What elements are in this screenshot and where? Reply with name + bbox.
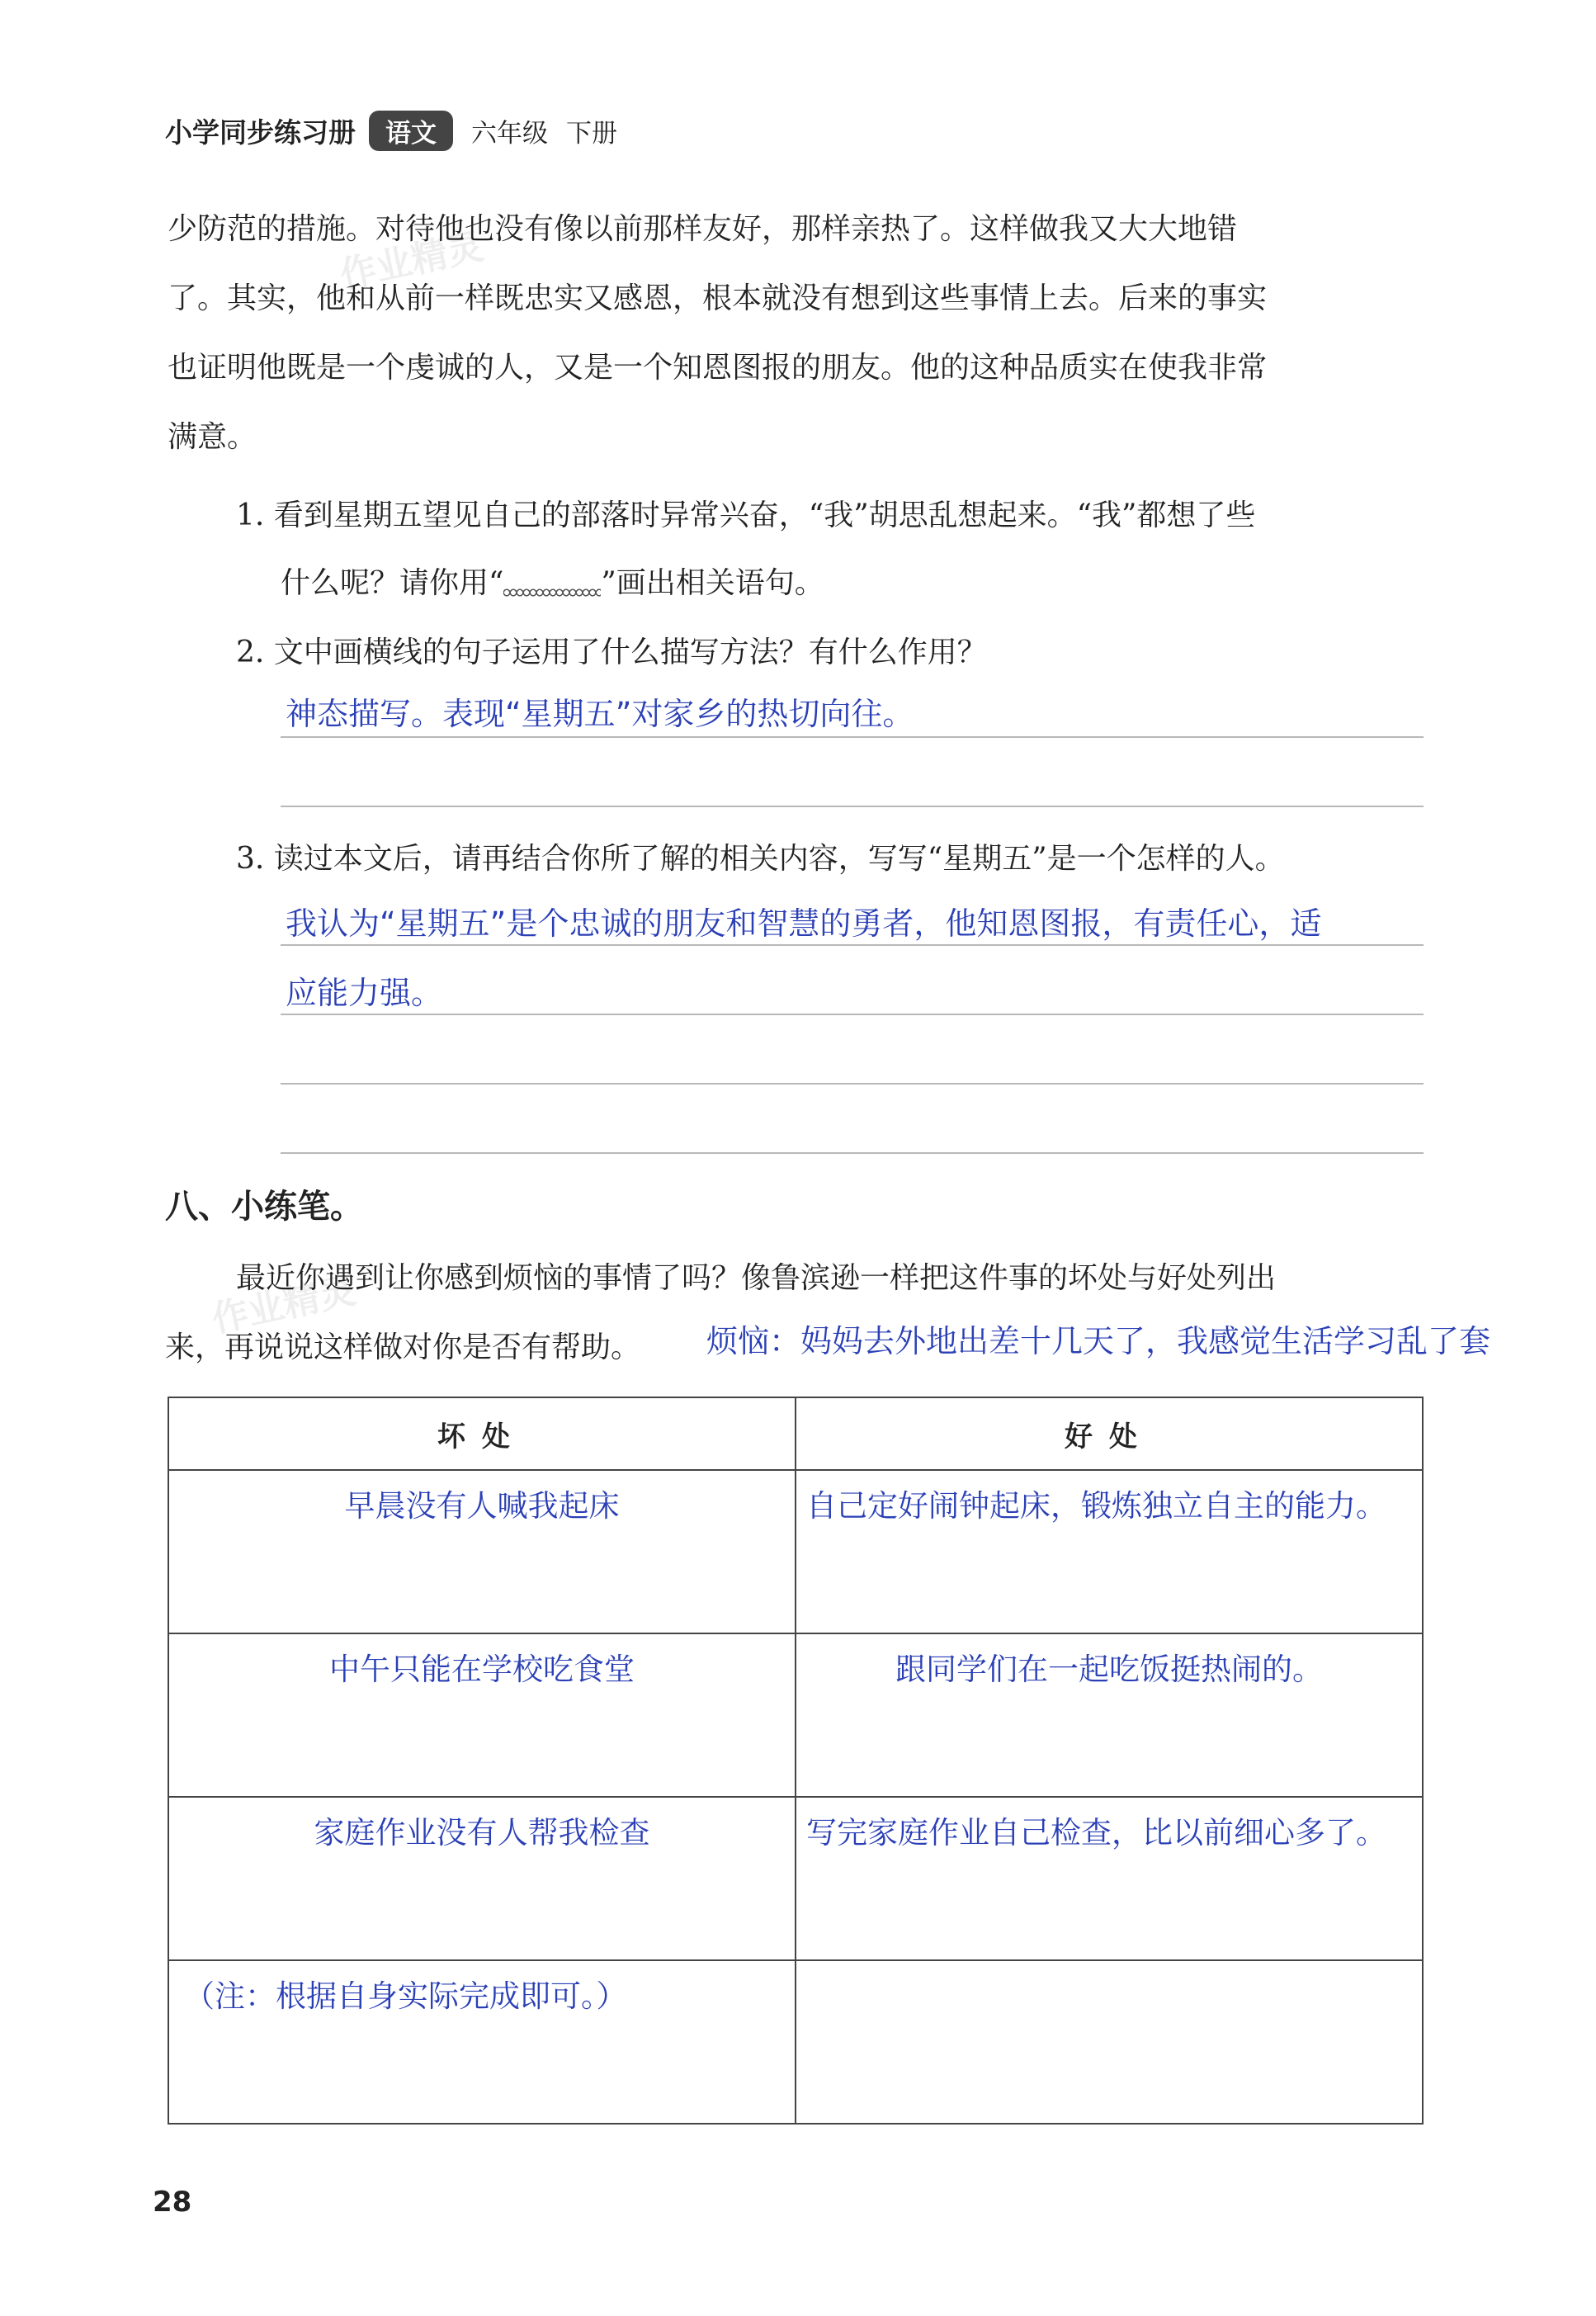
- subject-badge: 语文: [369, 111, 453, 151]
- watermark: 作业精灵: [336, 225, 488, 297]
- book-title: 小学同步练习册: [165, 116, 356, 149]
- watermark: 作业精灵: [208, 1269, 360, 1341]
- pros-cell: [796, 1961, 1422, 1971]
- question-3-answer-cont: 应能力强。: [286, 975, 443, 1011]
- wavy-underline-icon: [503, 581, 601, 598]
- section-title: 八、小练笔。: [165, 1188, 363, 1226]
- table-row: [168, 1797, 1423, 1960]
- question-1-text-cont: [281, 560, 824, 602]
- volume-label: 下册: [566, 118, 617, 149]
- section-prompt-cont: 来，再说说这样做对你是否有帮助。: [165, 1331, 641, 1364]
- passage-line: 满意。: [168, 420, 257, 454]
- question-2-text: 2. 文中画横线的句子运用了什么描写方法？有什么作用？: [236, 636, 987, 669]
- cons-cell: 早晨没有人喊我起床: [344, 1488, 620, 1524]
- note-cell: （注：根据自身实际完成即可。）: [184, 1978, 627, 2014]
- passage-line: 了。其实，他和从前一样既忠实又感恩，根本就没有想到这些事情上去。后来的事实: [168, 281, 1268, 315]
- passage-line: 也证明他既是一个虔诚的人，又是一个知恩图报的朋友。他的这种品质实在使我非常: [168, 351, 1268, 385]
- cons-cell: 中午只能在学校吃食堂: [329, 1652, 635, 1687]
- pros-cons-table: [168, 1397, 1424, 2125]
- section-prompt: 最近你遇到让你感到烦恼的事情了吗？像鲁滨逊一样把这件事的坏处与好处列出: [236, 1261, 1277, 1295]
- page-header: [165, 107, 617, 154]
- q1-before: 什么呢？请你用“: [281, 566, 504, 600]
- question-1-text: 1. 看到星期五望见自己的部落时异常兴奋，“我”胡思乱想起来。“我”都想了些: [236, 499, 1256, 532]
- table-row: [168, 1633, 1423, 1797]
- grade-label: 六年级: [471, 118, 548, 149]
- pros-cell: 写完家庭作业自己检查，比以前细心多了。: [806, 1815, 1386, 1850]
- header-cons: 坏处: [168, 1397, 796, 1470]
- cons-cell: 家庭作业没有人帮我检查: [314, 1815, 650, 1850]
- question-3-text: 3. 读过本文后，请再结合你所了解的相关内容，写写“星期五”是一个怎样的人。: [236, 842, 1285, 876]
- passage-line: 少防范的措施。对待他也没有像以前那样友好，那样亲热了。这样做我又大大地错: [168, 212, 1238, 246]
- q1-after: ”画出相关语句。: [601, 566, 824, 600]
- answer-line: [281, 1152, 1424, 1154]
- table-header-row: [168, 1397, 1423, 1470]
- page-number: 28: [153, 2186, 192, 2219]
- answer-line: [281, 944, 1424, 946]
- answer-line: [281, 1083, 1424, 1085]
- answer-line: [281, 736, 1424, 738]
- question-2-answer: 神态描写。表现“星期五”对家乡的热切向往。: [286, 696, 914, 732]
- section-inline-answer: 烦恼：妈妈去外地出差十几天了，我感觉生活学习乱了套: [706, 1323, 1491, 1359]
- answer-line: [281, 1014, 1424, 1015]
- pros-cell: 跟同学们在一起吃饭挺热闹的。: [895, 1652, 1323, 1687]
- table-row: [168, 1470, 1423, 1633]
- pros-cell: 自己定好闹钟起床，锻炼独立自主的能力。: [806, 1488, 1386, 1524]
- table-row: [168, 1960, 1423, 2124]
- answer-line: [281, 806, 1424, 807]
- question-3-answer: 我认为“星期五”是个忠诚的朋友和智慧的勇者，他知恩图报，有责任心，适: [286, 905, 1322, 942]
- header-pros: 好处: [796, 1397, 1423, 1470]
